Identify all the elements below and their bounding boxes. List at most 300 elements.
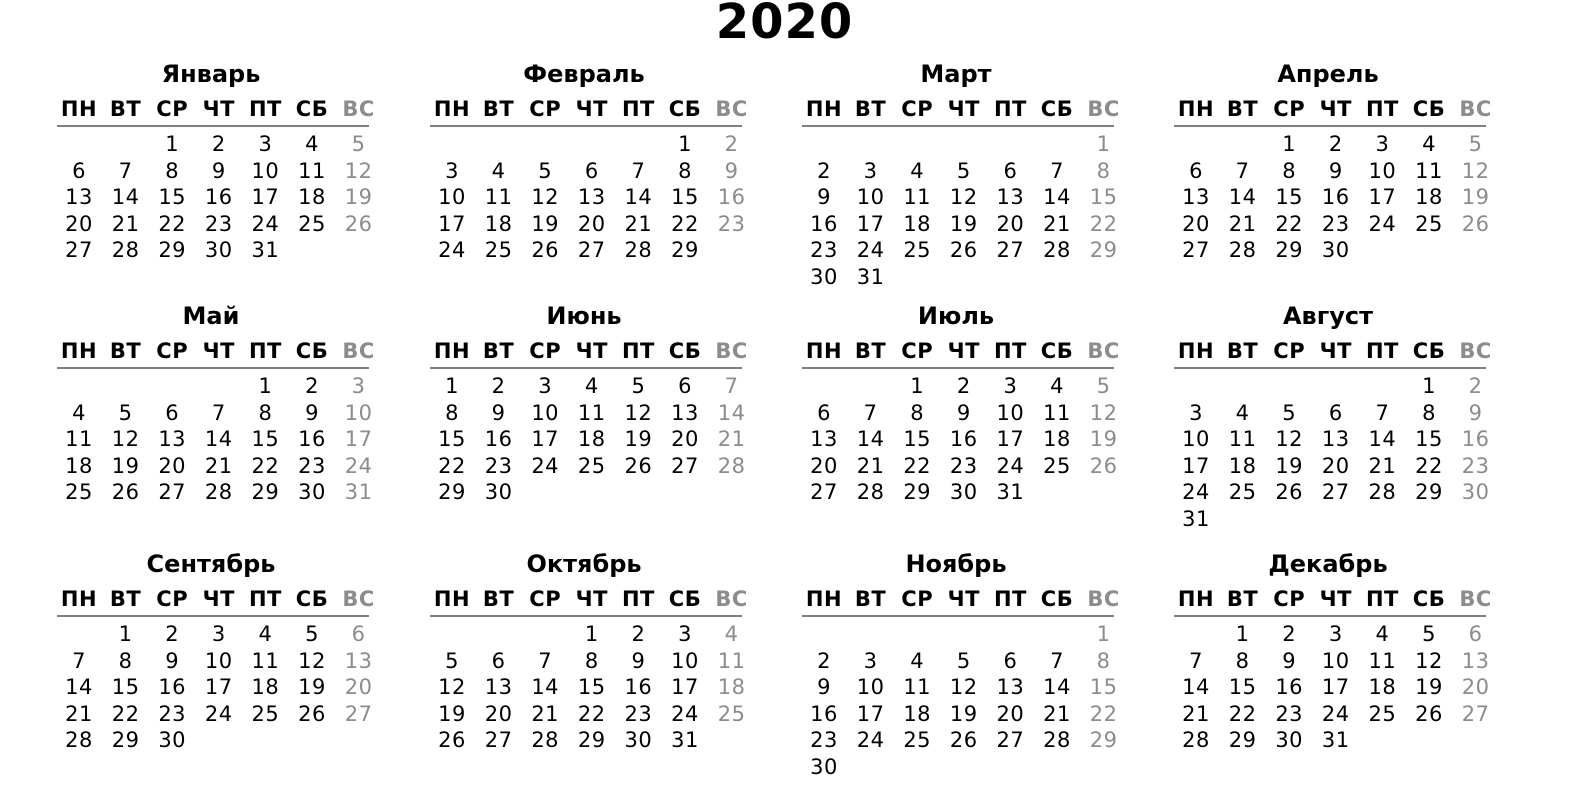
day-cell: 6 (678, 374, 692, 398)
month-name: Март (920, 60, 992, 88)
day-cell: 21 (1182, 701, 1210, 726)
weekday-header: СР (529, 587, 562, 611)
day-cell: 24 (1368, 211, 1397, 236)
day-cell: 8 (1235, 648, 1250, 673)
day-cell: 18 (577, 427, 606, 451)
weekday-header: ВС (715, 339, 748, 363)
day-cell: 19 (1415, 675, 1443, 699)
month-name: Июль (917, 302, 995, 330)
day-cell: 20 (1461, 675, 1490, 699)
day-cell: 29 (903, 480, 932, 504)
weekday-header-row (428, 338, 748, 364)
day-cell: 9 (165, 648, 180, 673)
header-divider (802, 615, 1114, 617)
day-cell: 31 (996, 480, 1025, 504)
day-cell: 13 (996, 675, 1025, 699)
day-cell: 1 (118, 622, 133, 646)
weekday-header: СР (1273, 97, 1306, 121)
day-cell: 22 (1089, 211, 1118, 236)
day-cell: 6 (491, 648, 506, 673)
day-cell: 25 (1415, 211, 1443, 236)
day-cell: 3 (258, 132, 273, 156)
day-cell: 21 (204, 453, 233, 478)
day-cell: 16 (158, 675, 187, 699)
day-cell: 24 (1321, 701, 1350, 726)
month-name: Январь (161, 60, 261, 88)
day-cell: 26 (1461, 211, 1490, 236)
day-cell: 12 (438, 675, 466, 699)
day-cell: 19 (624, 427, 653, 451)
day-cell: 16 (204, 185, 233, 209)
day-cell: 23 (204, 211, 233, 236)
day-cell: 9 (1468, 400, 1483, 425)
day-cell: 25 (1368, 701, 1397, 726)
day-cell: 30 (204, 238, 233, 262)
day-cell: 21 (717, 427, 746, 451)
day-cell: 16 (1321, 185, 1350, 209)
day-cell: 14 (204, 427, 233, 451)
weekday-header: ВТ (854, 339, 887, 363)
weekday-header: ПН (60, 339, 98, 363)
day-cell: 21 (1368, 453, 1397, 478)
day-cell: 1 (1422, 374, 1436, 398)
day-cell: 14 (531, 675, 560, 699)
day-cell: 3 (1003, 374, 1018, 398)
day-cell: 17 (996, 427, 1025, 451)
day-cell: 29 (671, 238, 699, 262)
day-cell: 4 (910, 158, 925, 183)
day-cell: 10 (251, 158, 280, 183)
day-cell: 17 (438, 211, 466, 236)
day-cell: 17 (251, 185, 280, 209)
day-cell: 10 (1182, 427, 1210, 451)
day-cell: 7 (1375, 400, 1390, 425)
day-cell: 11 (1228, 427, 1257, 451)
day-cell: 27 (158, 480, 187, 504)
weekday-header: СР (529, 97, 562, 121)
day-cell: 4 (72, 400, 86, 425)
day-cell: 14 (1368, 427, 1397, 451)
day-cell: 7 (72, 648, 86, 673)
weekday-header: ПН (1177, 339, 1215, 363)
day-cell: 10 (1368, 158, 1397, 183)
day-cell: 24 (1182, 480, 1210, 504)
day-cell: 12 (624, 400, 653, 425)
day-cell: 19 (298, 675, 326, 699)
day-cell: 29 (1275, 238, 1304, 262)
day-cell: 7 (538, 648, 553, 673)
day-cell: 4 (258, 622, 273, 646)
day-cell: 15 (251, 427, 280, 451)
day-cell: 13 (1321, 427, 1350, 451)
day-cell: 11 (903, 185, 932, 209)
day-cell: 25 (903, 728, 932, 752)
day-cell: 16 (298, 427, 326, 451)
weekday-header: СР (1273, 339, 1306, 363)
weekday-header: СР (1273, 587, 1306, 611)
day-cell: 22 (251, 453, 280, 478)
day-cell: 15 (1089, 675, 1118, 699)
weekday-header-row (428, 586, 748, 612)
weekday-header: ВТ (109, 587, 142, 611)
weekday-header: ПН (1177, 587, 1215, 611)
day-cell: 31 (344, 480, 373, 504)
day-cell: 17 (344, 427, 373, 451)
day-cell: 2 (1328, 132, 1343, 156)
weekday-header-row (1172, 96, 1492, 122)
day-cell: 11 (298, 158, 326, 183)
weekday-header: СБ (295, 339, 329, 363)
weekday-header: ПТ (993, 97, 1027, 121)
day-cell: 3 (351, 374, 366, 398)
day-cell: 27 (996, 728, 1025, 752)
day-cell: 17 (1321, 675, 1350, 699)
day-cell: 14 (717, 400, 746, 425)
day-cell: 28 (624, 238, 653, 262)
weekday-header-row (55, 338, 375, 364)
weekday-header: ПТ (621, 97, 655, 121)
day-cell: 25 (298, 211, 326, 236)
day-cell: 1 (584, 622, 599, 646)
day-cell: 10 (996, 400, 1025, 425)
weekday-header: ПТ (1365, 587, 1399, 611)
day-cell: 25 (717, 701, 746, 726)
day-cell: 18 (717, 675, 746, 699)
header-divider (430, 125, 742, 127)
day-cell: 15 (671, 185, 699, 209)
day-cell: 23 (1275, 701, 1304, 726)
weekday-header: ЧТ (575, 339, 608, 363)
day-cell: 28 (65, 728, 93, 752)
header-divider (57, 615, 369, 617)
day-cell: 14 (65, 675, 93, 699)
day-cell: 11 (1368, 648, 1397, 673)
day-cell: 11 (251, 648, 280, 673)
month-name: Июнь (546, 302, 622, 330)
day-cell: 29 (1089, 728, 1118, 752)
weekday-header: СР (529, 339, 562, 363)
day-cell: 27 (65, 238, 93, 262)
day-cell: 30 (298, 480, 326, 504)
day-cell: 26 (1089, 453, 1118, 478)
day-cell: 28 (717, 453, 746, 478)
day-cell: 18 (1415, 185, 1443, 209)
day-cell: 12 (344, 158, 373, 183)
day-cell: 20 (1321, 453, 1350, 478)
day-cell: 19 (344, 185, 373, 209)
day-cell: 23 (810, 728, 838, 752)
day-cell: 7 (1050, 648, 1064, 673)
weekday-header: СР (156, 339, 189, 363)
day-cell: 13 (577, 185, 606, 209)
day-cell: 13 (158, 427, 187, 451)
day-cell: 30 (158, 728, 187, 752)
day-cell: 28 (204, 480, 233, 504)
day-cell: 2 (724, 132, 739, 156)
day-cell: 31 (251, 238, 280, 262)
day-cell: 6 (1003, 158, 1018, 183)
weekday-header: ПТ (1365, 97, 1399, 121)
day-cell: 26 (1275, 480, 1304, 504)
day-cell: 20 (1182, 211, 1210, 236)
day-cell: 1 (678, 132, 692, 156)
day-cell: 1 (1235, 622, 1250, 646)
weekday-header: СБ (1412, 339, 1446, 363)
day-cell: 15 (1089, 185, 1118, 209)
day-cell: 3 (678, 622, 692, 646)
month-name: Август (1282, 302, 1374, 330)
day-cell: 18 (65, 453, 93, 478)
header-divider (1174, 615, 1486, 617)
day-cell: 2 (817, 158, 831, 183)
day-cell: 9 (817, 675, 831, 699)
day-cell: 10 (438, 185, 466, 209)
weekday-header: СР (901, 97, 934, 121)
day-cell: 7 (631, 158, 646, 183)
day-cell: 4 (584, 374, 599, 398)
day-cell: 30 (624, 728, 653, 752)
day-cell: 6 (1328, 400, 1343, 425)
day-cell: 14 (1228, 185, 1257, 209)
day-cell: 19 (949, 211, 978, 236)
day-cell: 18 (903, 211, 932, 236)
day-cell: 3 (863, 158, 878, 183)
weekday-header: СБ (1412, 587, 1446, 611)
day-cell: 10 (1321, 648, 1350, 673)
weekday-header: ЧТ (202, 587, 235, 611)
day-cell: 27 (671, 453, 699, 478)
day-cell: 21 (1228, 211, 1257, 236)
day-cell: 14 (624, 185, 653, 209)
day-cell: 29 (1415, 480, 1443, 504)
day-cell: 16 (624, 675, 653, 699)
day-cell: 15 (438, 427, 466, 451)
header-divider (430, 615, 742, 617)
day-cell: 4 (1422, 132, 1436, 156)
day-cell: 2 (817, 648, 831, 673)
weekday-header: ЧТ (575, 97, 608, 121)
weekday-header: ЧТ (1319, 97, 1352, 121)
day-cell: 25 (251, 701, 280, 726)
day-cell: 9 (1282, 648, 1297, 673)
day-cell: 9 (491, 400, 506, 425)
day-cell: 12 (111, 427, 140, 451)
weekday-header: ВС (1087, 587, 1120, 611)
day-cell: 23 (717, 211, 746, 236)
day-cell: 19 (531, 211, 560, 236)
weekday-header-row (428, 96, 748, 122)
weekday-header: ПТ (1365, 339, 1399, 363)
day-cell: 17 (856, 211, 885, 236)
weekday-header: СБ (668, 97, 702, 121)
day-cell: 29 (111, 728, 140, 752)
weekday-header: ЧТ (202, 97, 235, 121)
day-cell: 30 (810, 754, 838, 779)
day-cell: 26 (1415, 701, 1443, 726)
day-cell: 5 (351, 132, 366, 156)
day-cell: 15 (903, 427, 932, 451)
day-cell: 29 (251, 480, 280, 504)
day-cell: 3 (211, 622, 226, 646)
day-cell: 18 (251, 675, 280, 699)
day-cell: 5 (1096, 374, 1111, 398)
weekday-header: ВС (1459, 339, 1492, 363)
day-cell: 24 (438, 238, 466, 262)
month-name: Сентябрь (146, 550, 276, 578)
weekday-header: ВТ (482, 339, 515, 363)
day-cell: 4 (1235, 400, 1250, 425)
day-cell: 13 (1461, 648, 1490, 673)
month-name: Апрель (1277, 60, 1379, 88)
weekday-header: ЧТ (947, 339, 980, 363)
day-cell: 18 (1368, 675, 1397, 699)
day-cell: 5 (445, 648, 459, 673)
day-cell: 4 (1050, 374, 1064, 398)
day-cell: 8 (1096, 648, 1111, 673)
weekday-header: СБ (1040, 97, 1074, 121)
day-cell: 21 (856, 453, 885, 478)
day-cell: 24 (531, 453, 560, 478)
day-cell: 18 (1228, 453, 1257, 478)
header-divider (57, 367, 369, 369)
day-cell: 11 (577, 400, 606, 425)
header-divider (57, 125, 369, 127)
day-cell: 19 (111, 453, 140, 478)
day-cell: 17 (1182, 453, 1210, 478)
weekday-header: СБ (295, 587, 329, 611)
day-cell: 24 (856, 238, 885, 262)
day-cell: 9 (956, 400, 971, 425)
day-cell: 11 (717, 648, 746, 673)
weekday-header: ВС (342, 587, 375, 611)
day-cell: 9 (305, 400, 319, 425)
day-cell: 2 (956, 374, 971, 398)
day-cell: 2 (491, 374, 506, 398)
day-cell: 28 (1368, 480, 1397, 504)
day-cell: 7 (211, 400, 226, 425)
weekday-header: ВТ (1226, 97, 1259, 121)
day-cell: 24 (856, 728, 885, 752)
day-cell: 9 (817, 185, 831, 209)
day-cell: 27 (344, 701, 373, 726)
day-cell: 5 (305, 622, 319, 646)
day-cell: 23 (1461, 453, 1490, 478)
day-cell: 21 (65, 701, 93, 726)
weekday-header: ВС (715, 587, 748, 611)
weekday-header: ПН (805, 587, 843, 611)
day-cell: 26 (344, 211, 373, 236)
day-cell: 23 (810, 238, 838, 262)
day-cell: 19 (438, 701, 466, 726)
month-name: Ноябрь (905, 550, 1007, 578)
day-cell: 13 (1182, 185, 1210, 209)
day-cell: 18 (1043, 427, 1071, 451)
header-divider (802, 125, 1114, 127)
weekday-header: ПТ (248, 339, 282, 363)
day-cell: 26 (531, 238, 560, 262)
day-cell: 20 (484, 701, 513, 726)
day-cell: 22 (671, 211, 699, 236)
weekday-header: ВС (715, 97, 748, 121)
day-cell: 10 (671, 648, 699, 673)
weekday-header-row (800, 586, 1120, 612)
day-cell: 27 (1461, 701, 1490, 726)
day-cell: 29 (438, 480, 466, 504)
day-cell: 27 (1182, 238, 1210, 262)
day-cell: 31 (1182, 506, 1210, 531)
day-cell: 3 (1189, 400, 1203, 425)
day-cell: 13 (484, 675, 513, 699)
weekday-header: ПН (1177, 97, 1215, 121)
day-cell: 14 (856, 427, 885, 451)
day-cell: 21 (111, 211, 140, 236)
day-cell: 23 (158, 701, 187, 726)
day-cell: 13 (671, 400, 699, 425)
day-cell: 9 (1328, 158, 1343, 183)
weekday-header-row (1172, 586, 1492, 612)
day-cell: 12 (1275, 427, 1304, 451)
header-divider (430, 367, 742, 369)
day-cell: 31 (671, 728, 699, 752)
day-cell: 1 (165, 132, 180, 156)
day-cell: 1 (1282, 132, 1297, 156)
day-cell: 5 (1282, 400, 1297, 425)
day-cell: 22 (158, 211, 187, 236)
weekday-header: ВТ (109, 97, 142, 121)
day-cell: 24 (996, 453, 1025, 478)
day-cell: 2 (165, 622, 180, 646)
day-cell: 12 (1089, 400, 1118, 425)
weekday-header: ВС (342, 339, 375, 363)
day-cell: 20 (577, 211, 606, 236)
day-cell: 17 (1368, 185, 1397, 209)
day-cell: 15 (1275, 185, 1304, 209)
day-cell: 8 (1096, 158, 1111, 183)
day-cell: 8 (258, 400, 273, 425)
day-cell: 25 (577, 453, 606, 478)
weekday-header: ПН (60, 587, 98, 611)
day-cell: 18 (903, 701, 932, 726)
day-cell: 15 (577, 675, 606, 699)
day-cell: 28 (1182, 728, 1210, 752)
day-cell: 6 (1468, 622, 1483, 646)
day-cell: 8 (1422, 400, 1436, 425)
day-cell: 1 (445, 374, 459, 398)
day-cell: 2 (305, 374, 319, 398)
day-cell: 8 (165, 158, 180, 183)
day-cell: 10 (204, 648, 233, 673)
day-cell: 30 (1321, 238, 1350, 262)
day-cell: 22 (1275, 211, 1304, 236)
month-name: Октябрь (526, 550, 642, 578)
day-cell: 27 (810, 480, 838, 504)
day-cell: 19 (1461, 185, 1490, 209)
day-cell: 3 (445, 158, 459, 183)
day-cell: 18 (484, 211, 513, 236)
day-cell: 4 (724, 622, 739, 646)
weekday-header: ПН (433, 97, 471, 121)
day-cell: 1 (1096, 622, 1111, 646)
weekday-header: ЧТ (947, 97, 980, 121)
day-cell: 13 (810, 427, 838, 451)
weekday-header: ЧТ (202, 339, 235, 363)
day-cell: 25 (1228, 480, 1257, 504)
weekday-header: ЧТ (1319, 587, 1352, 611)
day-cell: 1 (1096, 132, 1111, 156)
day-cell: 11 (1415, 158, 1443, 183)
day-cell: 28 (1228, 238, 1257, 262)
day-cell: 5 (631, 374, 646, 398)
